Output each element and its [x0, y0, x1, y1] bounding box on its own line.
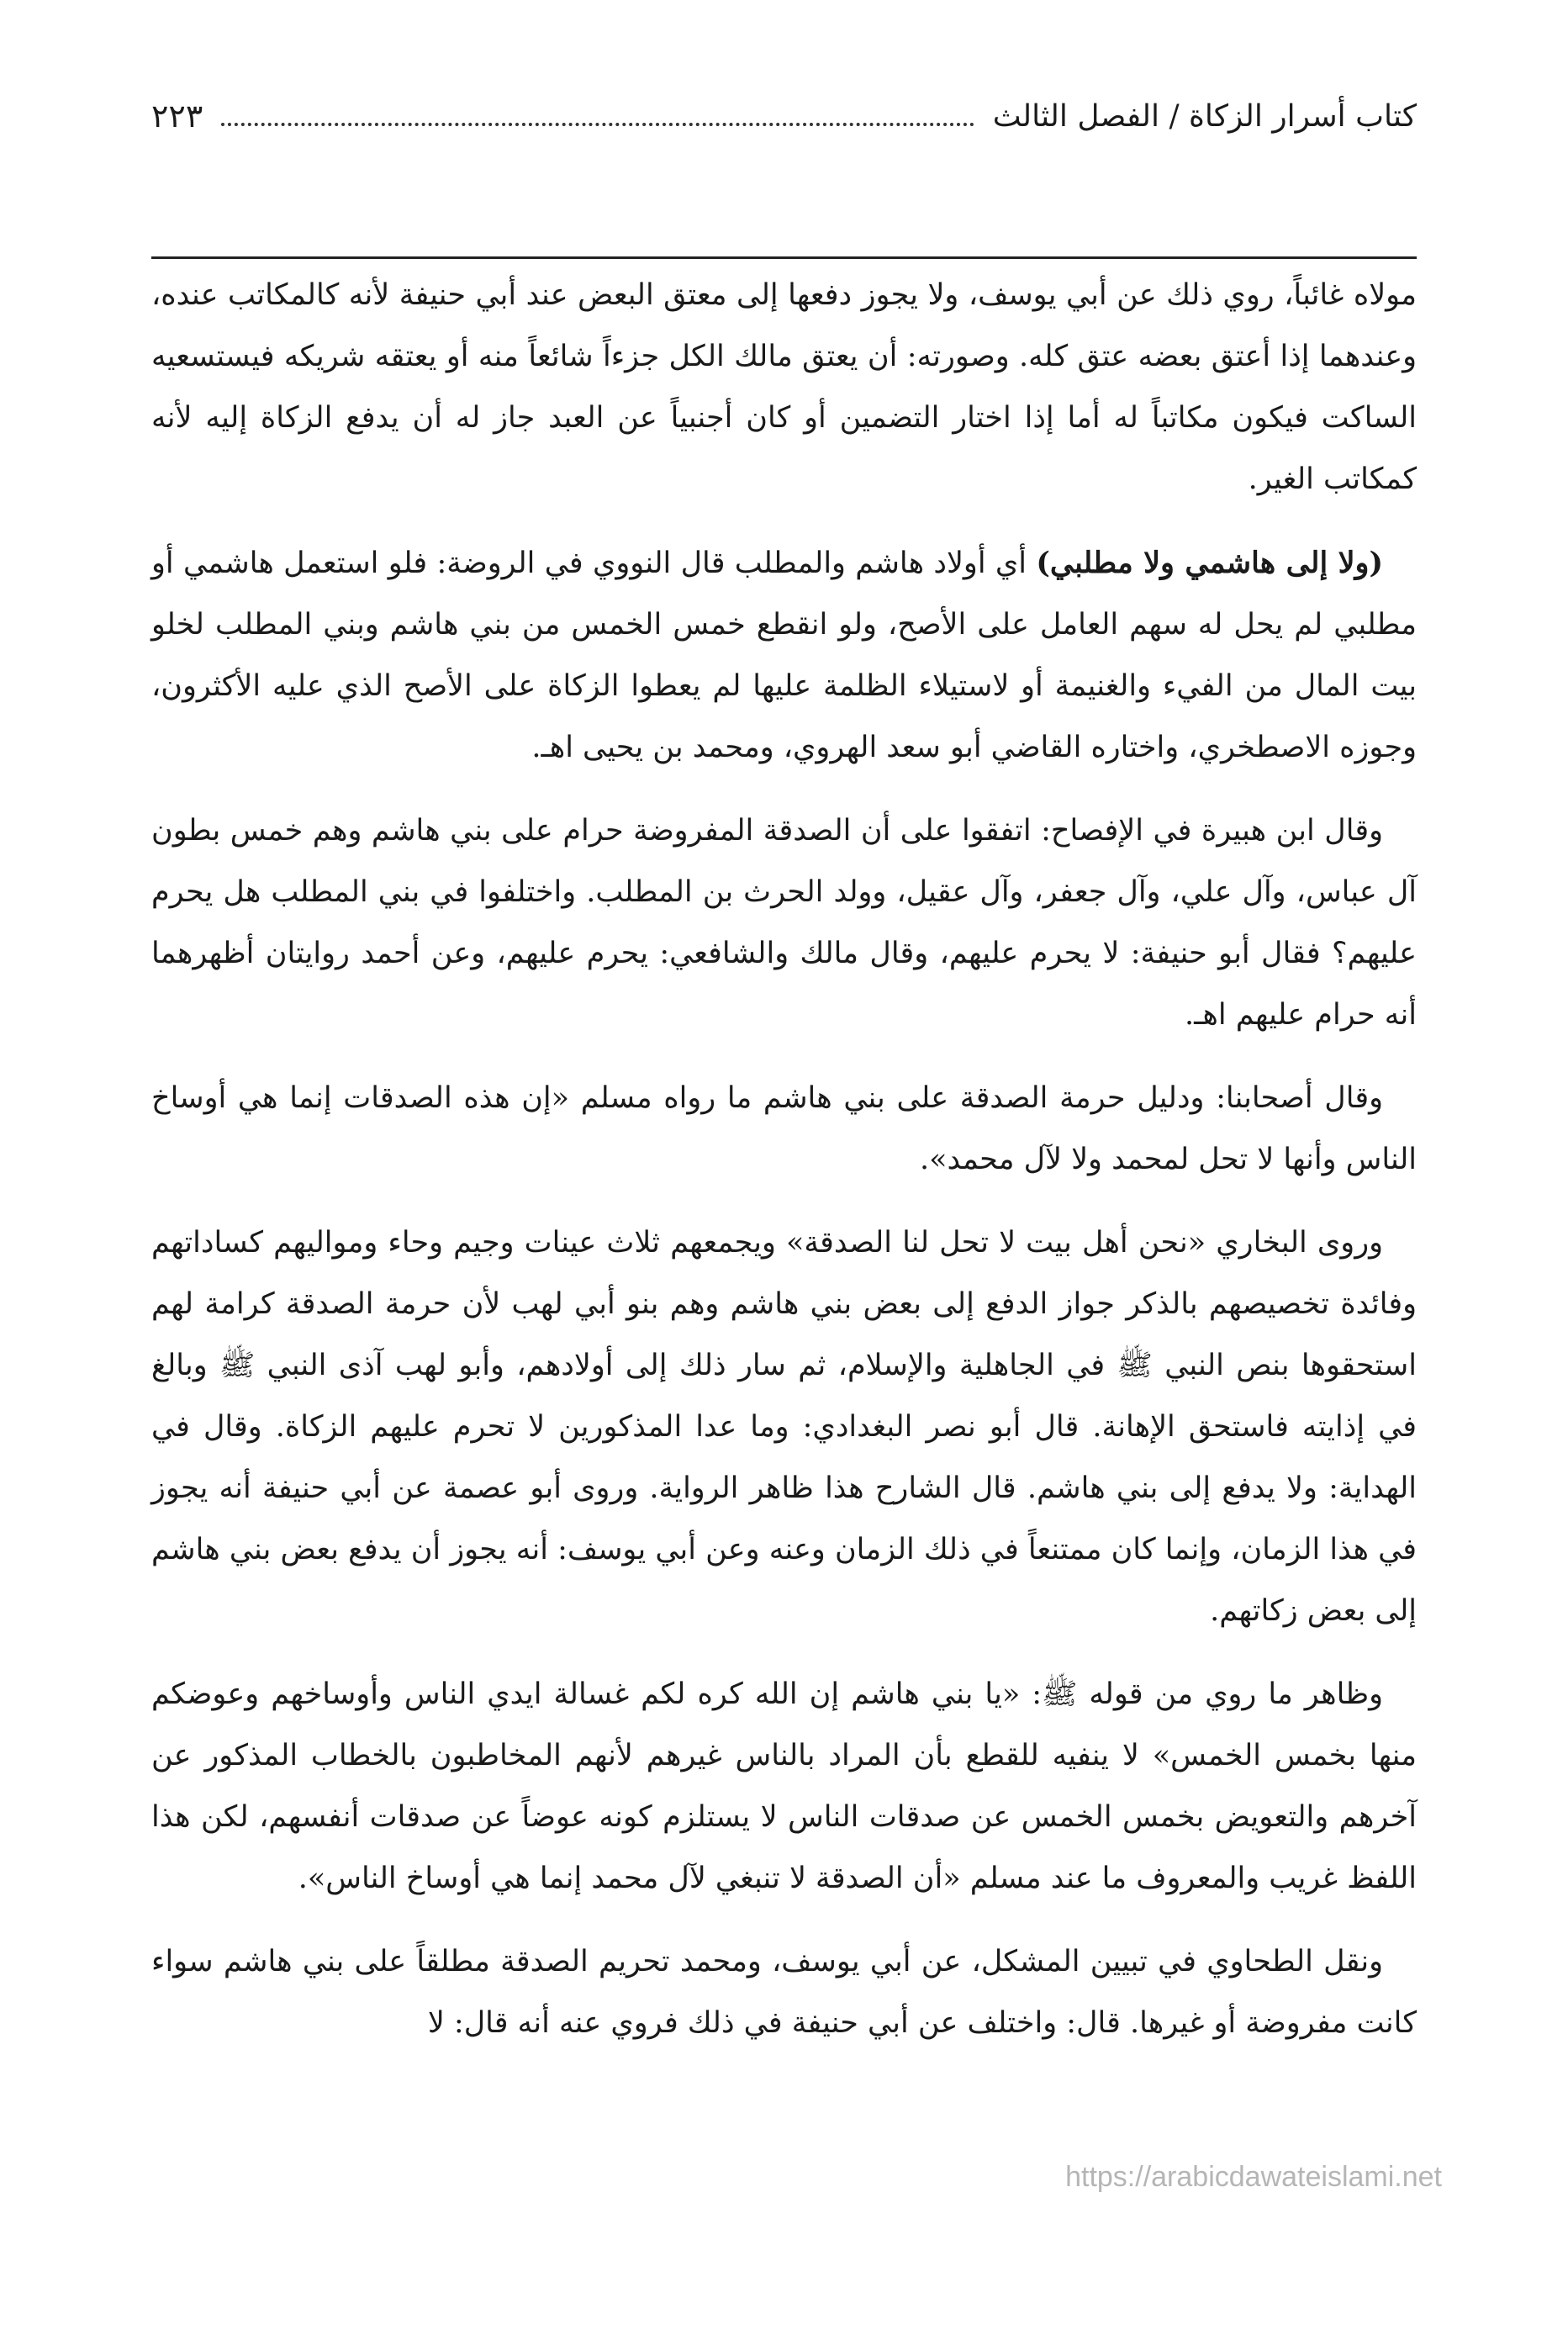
leader-dots [221, 123, 974, 126]
body-text [151, 265, 1417, 2076]
paragraph-2-text: أي أولاد هاشم والمطلب قال النووي في الروضة: فلو استعمل هاشمي أو مطلبي لم يحل له سهم العامل على الأصح، ولو انقطع خمس الخمس من بني هاشم وبني المطلب لخلو بيت المال من الفيء والغنيمة أو لاستيلاء الظلمة عليها لم يعطوا الزكاة على الأصح الذي عليه الأكثرون، وجوزه الاصطخري، واختاره القاضي أبو سعد الهروي، ومحمد بن يحيى اهـ. [151, 547, 1417, 764]
paragraph-4: وقال أصحابنا: ودليل حرمة الصدقة على بني هاشم ما رواه مسلم «إن هذه الصدقات إنما هي أوساخ الناس وأنها لا تحل لمحمد ولا لآل محمد». [151, 1081, 1417, 1176]
paragraph-5: وروى البخاري «نحن أهل بيت لا تحل لنا الصدقة» ويجمعهم ثلاث عينات وجيم وحاء ومواليهم كساداتهم وفائدة تخصيصهم بالذكر جواز الدفع إلى بعض بني هاشم وهم بنو أبي لهب لأن حرمة الصدقة كرامة لهم استحقوها بنص النبي ﷺ في الجاهلية والإسلام، ثم سار ذلك إلى أولادهم، وأبو لهب آذى النبي ﷺ وبالغ في إذايته فاستحق الإهانة. قال أبو نصر البغدادي: وما عدا المذكورين لا تحرم عليهم الزكاة. وقال في الهداية: ولا يدفع إلى بني هاشم. قال الشارح هذا ظاهر الرواية. وروى أبو عصمة عن أبي حنيفة أنه يجوز في هذا الزمان، وإنما كان ممتنعاً في ذلك الزمان وعنه وعن أبي يوسف: أنه يجوز أن يدفع بعض بني هاشم إلى بعض زكاتهم. [151, 1226, 1417, 1628]
watermark-url: https://arabicdawateislami.net [1065, 2161, 1442, 2193]
paragraph-7: ونقل الطحاوي في تبيين المشكل، عن أبي يوسف، ومحمد تحريم الصدقة مطلقاً على بني هاشم سواء كانت مفروضة أو غيرها. قال: واختلف عن أبي حنيفة في ذلك فروي عنه أنه قال: لا [151, 1945, 1417, 2040]
paragraph-6: وظاهر ما روي من قوله ﷺ: «يا بني هاشم إن الله كره لكم غسالة ايدي الناس وأوساخهم وعوضكم منها بخمس الخمس» لا ينفيه للقطع بأن المراد بالناس غيرهم لأنهم المخاطبون بالخطاب المذكور عن آخرهم والتعويض بخمس الخمس عن صدقات الناس لا يستلزم كونه عوضاً عن صدقات أنفسهم، لكن هذا اللفظ غريب والمعروف ما عند مسلم «أن الصدقة لا تنبغي لآل محمد إنما هي أوساخ الناس». [151, 1677, 1417, 1895]
header-rule [151, 256, 1417, 259]
page-number: ٢٢٣ [151, 98, 203, 135]
running-title: كتاب أسرار الزكاة / الفصل الثالث [992, 98, 1417, 134]
paragraph-1: مولاه غائباً، روي ذلك عن أبي يوسف، ولا يجوز دفعها إلى معتق البعض عند أبي حنيفة لأنه كالمكاتب عنده، وعندهما إذا أعتق بعضه عتق كله. وصورته: أن يعتق مالك الكل جزءاً شائعاً منه أو يعتقه شريكه فيستسعيه الساكت فيكون مكاتباً له أما إذا اختار التضمين أو كان أجنبياً عن العبد جاز له أن يدفع الزكاة إليه لأنه كمكاتب الغير. [151, 278, 1417, 496]
page-header [151, 91, 1417, 141]
paragraph-2 [151, 532, 1417, 779]
paragraph-3: وقال ابن هبيرة في الإفصاح: اتفقوا على أن الصدقة المفروضة حرام على بني هاشم وهم خمس بطون آل عباس، وآل علي، وآل جعفر، وآل عقيل، وولد الحرث بن المطلب. واختلفوا في بني المطلب هل يحرم عليهم؟ فقال أبو حنيفة: لا يحرم عليهم، وقال مالك والشافعي: يحرم عليهم، وعن أحمد روايتان أظهرهما أنه حرام عليهم اهـ. [151, 814, 1417, 1032]
lead-phrase: (ولا إلى هاشمي ولا مطلبي) [1036, 546, 1383, 580]
